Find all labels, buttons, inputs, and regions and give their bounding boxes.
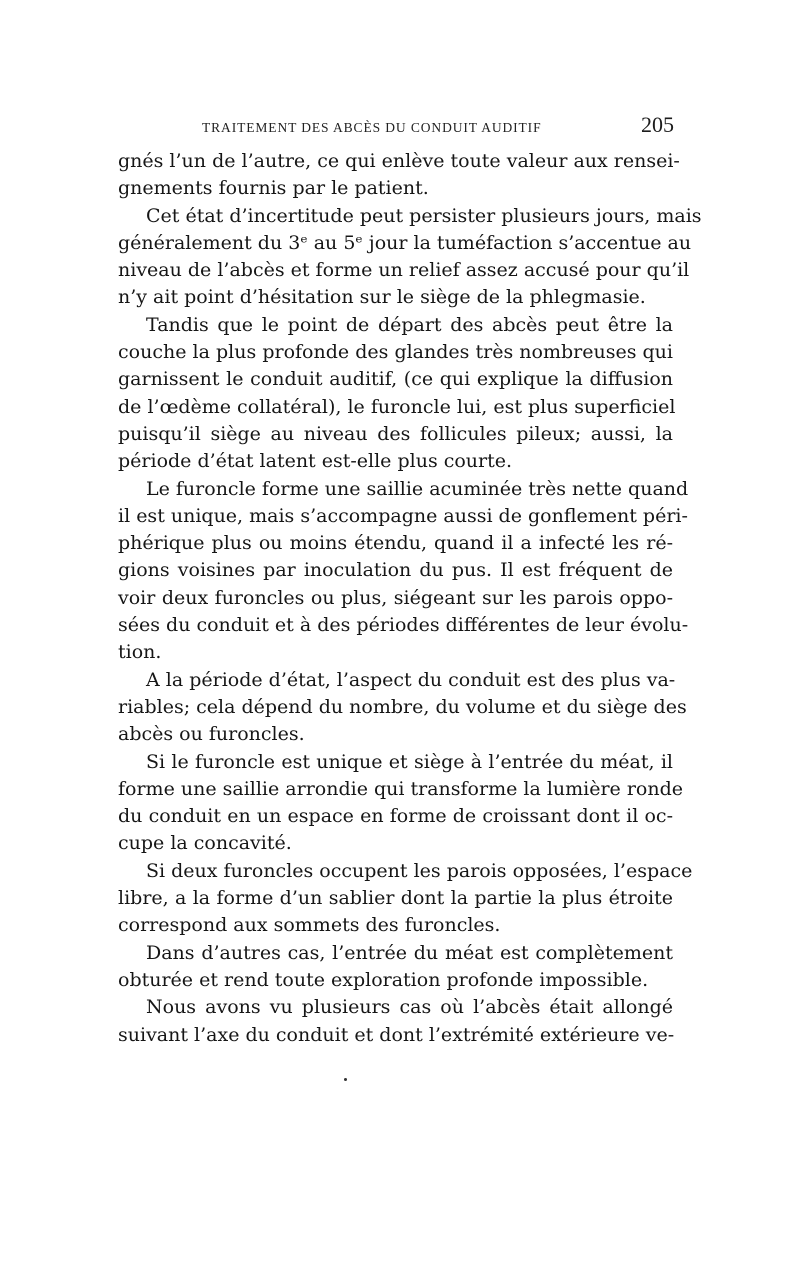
text-line: niveau de l’abcès et forme un relief assez accusé pour qu’il xyxy=(118,259,690,282)
paragraph xyxy=(118,749,683,858)
text-line: gnements fournis par le patient. xyxy=(118,177,429,200)
text-line: Le furoncle forme une saillie acuminée très nette quand xyxy=(146,477,689,500)
text-line: du conduit en un espace en forme de croissant dont il oc- xyxy=(118,805,673,828)
text-line: de l’œdème collatéral), le furoncle lui, est plus superficiel xyxy=(118,395,676,418)
page-number: 205 xyxy=(641,112,674,137)
paragraph xyxy=(118,667,687,749)
text-line: Si deux furoncles occupent les parois opposées, l’espace xyxy=(146,859,693,882)
paragraph xyxy=(118,203,702,312)
print-speck xyxy=(344,1078,347,1081)
paragraph xyxy=(118,476,689,667)
text-line: puisqu’il siège au niveau des follicules pileux; aussi, la xyxy=(118,422,673,445)
text-line: phérique plus ou moins étendu, quand il a infecté les ré- xyxy=(118,532,673,555)
paragraph xyxy=(118,312,676,476)
text-line: gions voisines par inoculation du pus. Il est fréquent de xyxy=(118,559,673,582)
paragraph xyxy=(118,148,680,203)
text-line: couche la plus profonde des glandes très nombreuses qui xyxy=(118,341,673,364)
text-line: gnés l’un de l’autre, ce qui enlève toute valeur aux rensei- xyxy=(118,150,680,172)
body-text xyxy=(118,148,702,1049)
text-line: Nous avons vu plusieurs cas où l’abcès était allongé xyxy=(146,996,673,1019)
text-line: Tandis que le point de départ des abcès peut être la xyxy=(146,313,673,336)
text-line: cupe la concavité. xyxy=(118,832,292,855)
text-line: tion. xyxy=(118,641,162,664)
text-line: libre, a la forme d’un sablier dont la partie la plus étroite xyxy=(118,887,673,910)
text-line: sées du conduit et à des périodes différentes de leur évolu- xyxy=(118,614,689,637)
text-line: abcès ou furoncles. xyxy=(118,723,305,746)
text-line: Cet état d’incertitude peut persister plusieurs jours, mais xyxy=(146,204,702,227)
text-line: garnissent le conduit auditif, (ce qui explique la diffusion xyxy=(118,368,673,391)
text-line: Si le furoncle est unique et siège à l’entrée du méat, il xyxy=(146,750,673,773)
running-title: TRAITEMENT DES ABCÈS DU CONDUIT AUDITIF xyxy=(202,120,542,135)
paragraph xyxy=(118,858,693,940)
text-line: voir deux furoncles ou plus, siégeant sur les parois oppo- xyxy=(118,586,673,609)
text-line: il est unique, mais s’accompagne aussi de gonflement péri- xyxy=(118,504,688,527)
text-line: Dans d’autres cas, l’entrée du méat est complètement xyxy=(146,941,673,964)
paragraph xyxy=(118,940,673,995)
paragraph xyxy=(118,994,673,1049)
text-line: A la période d’état, l’aspect du conduit est des plus va- xyxy=(146,668,676,691)
page-header xyxy=(202,108,674,144)
text-line: période d’état latent est-elle plus courte. xyxy=(118,450,513,473)
text-line: n’y ait point d’hésitation sur le siège de la phlegmasie. xyxy=(118,286,646,309)
text-line: forme une saillie arrondie qui transforme la lumière ronde xyxy=(118,777,683,800)
text-line: riables; cela dépend du nombre, du volume et du siège des xyxy=(118,695,687,718)
text-line: correspond aux sommets des furoncles. xyxy=(118,914,501,937)
text-line: obturée et rend toute exploration profonde impossible. xyxy=(118,968,649,991)
text-line: suivant l’axe du conduit et dont l’extrémité extérieure ve- xyxy=(118,1023,675,1046)
text-line: généralement du 3ᵉ au 5ᵉ jour la tuméfaction s’accentue au xyxy=(118,231,692,254)
